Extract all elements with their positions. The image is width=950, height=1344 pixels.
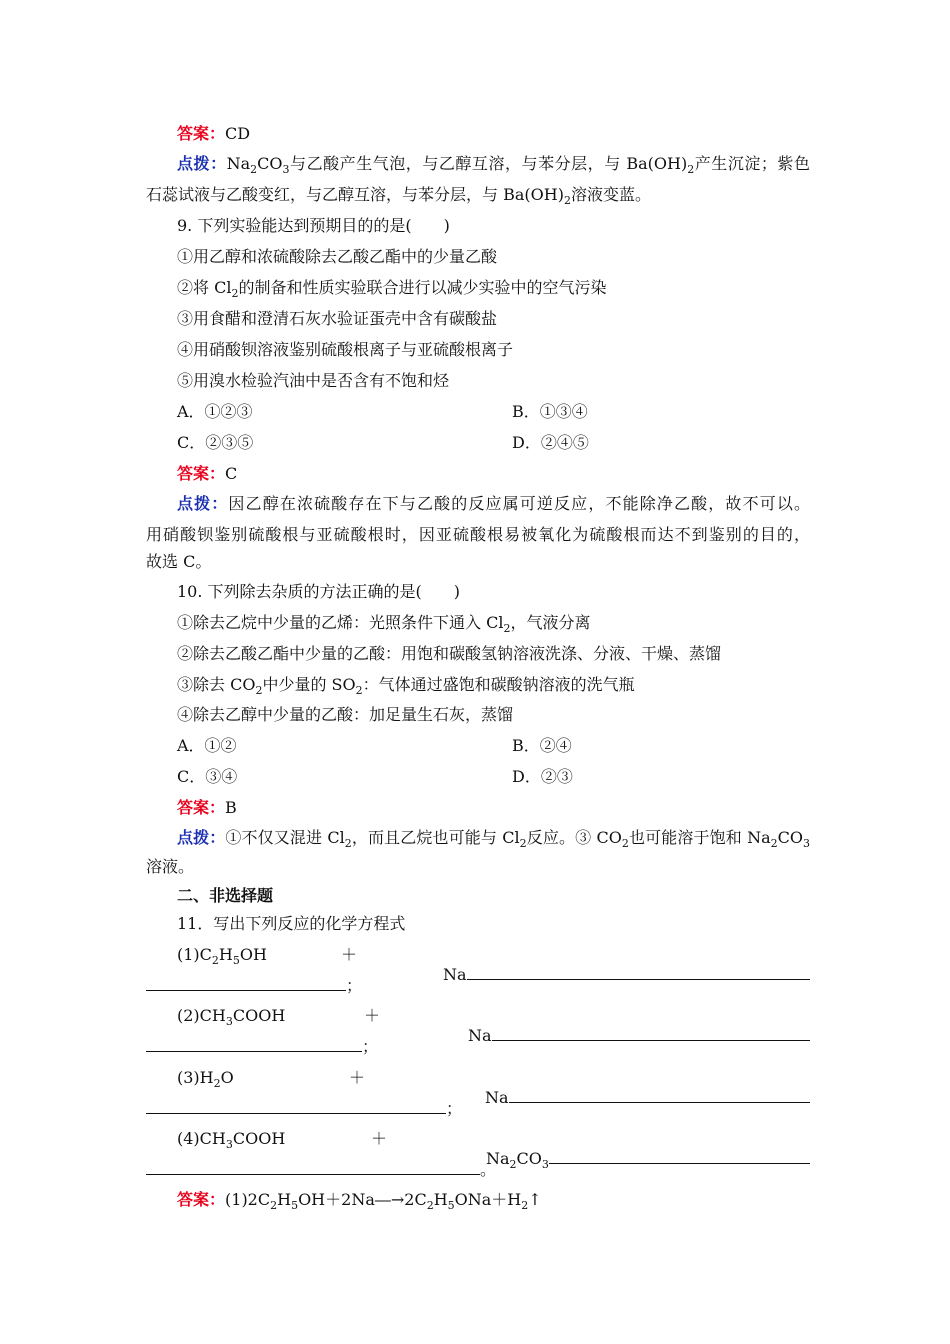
q10-item-1: ①除去乙烷中少量的乙烯：光照条件下通入 $Cl_2$，气液分离 [177,613,591,636]
q8-tip-line-2: 石蕊试液与乙酸变红，与乙醇互溶，与苯分层，与 $Ba(OH)_2$溶液变蓝。 [146,185,651,208]
q9-item-2: ②将 $Cl_2$的制备和性质实验联合进行以减少实验中的空气污染 [177,278,607,301]
section-heading: 二、非选择题 [177,886,274,905]
q11-reaction-3-cont: ； [146,1099,810,1119]
q9-answer: 答案：C [177,464,238,483]
q8-answer: 答案：CD [177,124,251,143]
answer-label: 答案： [177,464,226,483]
q11-reaction-1: $(1)C_2H_5OH$ ＋ Na [177,945,810,965]
q10-option-d: D．②③ [512,767,573,786]
q9-tip-line-2: 用硝酸钡鉴别硫酸根与亚硫酸根时，因亚硫酸根易被氧化为硫酸根而达不到鉴别的目的， [146,525,810,544]
q9-options-cd [177,433,810,453]
q11-reaction-2-cont: ； [146,1037,810,1057]
q10-option-c: C．③④ [177,767,238,786]
q10-option-a: A．①② [177,736,237,755]
q10-options-ab [177,736,810,756]
q11-reaction-4: $(4)CH_3COOH$ ＋ $Na_2CO_3$ [177,1129,810,1149]
q10-answer: 答案：B [177,798,237,817]
q9-tip-line-1: 点拨：因乙醇在浓硫酸存在下与乙酸的反应属可逆反应，不能除净乙酸，故不可以。 [177,494,810,513]
plus-sign: ＋ [341,945,358,964]
q9-option-a: A．①②③ [177,402,253,421]
q9-item-3: ③用食醋和澄清石灰水验证蛋壳中含有碳酸盐 [177,309,498,328]
q11-reaction-2: $(2)CH_3COOH$ ＋ Na [177,1006,810,1026]
q9-option-b: B．①③④ [512,402,588,421]
q10-item-2: ②除去乙酸乙酯中少量的乙酸：用饱和碳酸氢钠溶液洗涤、分液、干燥、蒸馏 [177,644,722,663]
answer-blank[interactable] [146,976,346,991]
q9-tip-line-3: 故选 C。 [146,552,212,571]
q11-stem: 11．写出下列反应的化学方程式 [177,914,406,933]
plus-sign: ＋ [349,1068,366,1087]
q9-item-4: ④用硝酸钡溶液鉴别硫酸根离子与亚硫酸根离子 [177,340,514,359]
answer-blank[interactable] [146,1099,446,1114]
answer-label: 答案： [177,124,226,143]
answer-label: 答案： [177,1190,226,1209]
q10-option-b: B．②④ [512,736,572,755]
tip-label: 点拨： [177,154,227,173]
tip-label: 点拨： [177,828,226,847]
q10-tip-line-1: 点拨：①不仅又混进 $Cl_2$，而且乙烷也可能与 $Cl_2$反应。③ $CO_2$也可能溶于饱和 $Na_2CO_3$ [177,828,810,851]
q10-options-cd [177,767,810,787]
answer-label: 答案： [177,798,226,817]
tip-label: 点拨： [177,494,229,513]
q9-option-d: D．②④⑤ [512,433,589,452]
q11-reaction-1-cont: ； [146,976,810,996]
q10-item-4: ④除去乙醇中少量的乙酸：加足量生石灰，蒸馏 [177,705,514,724]
q8-tip-line-1: 点拨：$Na_2CO_3$与乙酸产生气泡，与乙醇互溶，与苯分层，与 $Ba(OH)_2$产生沉淀；紫色 [177,154,810,177]
q10-tip-line-2: 溶液。 [146,857,195,876]
q10-stem: 10. 下列除去杂质的方法正确的是( ) [177,582,461,601]
q9-item-5: ⑤用溴水检验汽油中是否含有不饱和烃 [177,371,450,390]
answer-blank[interactable] [146,1037,362,1052]
q9-item-1: ①用乙醇和浓硫酸除去乙酸乙酯中的少量乙酸 [177,247,498,266]
plus-sign: ＋ [364,1006,381,1025]
q9-option-c: C．②③⑤ [177,433,254,452]
q10-item-3: ③除去 $CO_2$中少量的 $SO_2$：气体通过盛饱和碳酸钠溶液的洗气瓶 [177,675,635,698]
q9-options-ab [177,402,810,422]
q11-reaction-3: $(3)H_2O$ ＋ Na [177,1068,810,1088]
q11-answer: 答案：$(1)2C_2H_5OH+2Na―\to 2C_2H_5ONa+H_2↑$ [177,1190,542,1213]
q11-reaction-4-cont: 。 [146,1160,810,1180]
q9-stem: 9. 下列实验能达到预期目的的是( ) [177,216,450,235]
answer-blank[interactable] [146,1160,480,1175]
plus-sign: ＋ [371,1129,388,1148]
